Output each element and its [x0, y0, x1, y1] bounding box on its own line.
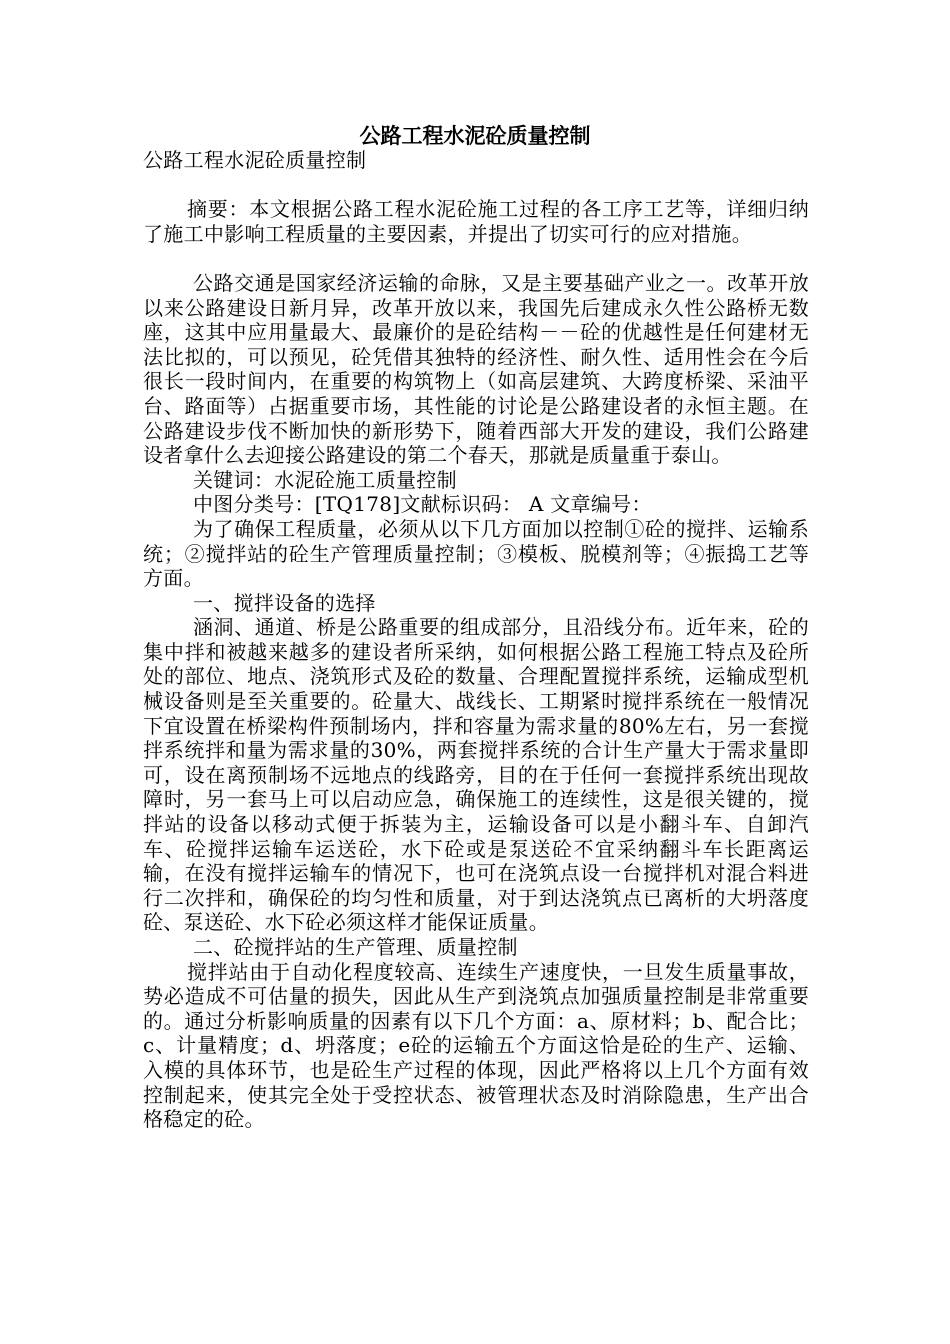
classification-line: 中图分类号：[TQ178]文献标识码： A 文章编号：: [193, 492, 652, 517]
keywords-line: 关键词：水泥砼施工质量控制: [193, 467, 457, 492]
document-subtitle: 公路工程水泥砼质量控制: [143, 148, 367, 172]
section-heading-1: 一、搅拌设备的选择: [193, 590, 376, 615]
blank-line: [143, 173, 809, 198]
document-body: [143, 148, 809, 1132]
section-2-paragraph: 搅拌站由于自动化程度较高、连续生产速度快，一旦发生质量事故，势必造成不可估量的损失，因此从生产到浇筑点加强质量控制是非常重要的。通过分析影响质量的因素有以下几个方面：a、原材料；b、配合比；c、计量精度；d、坍落度；e砼的运输五个方面这恰是砼的生产、运输、入模的具体环节，也是砼生产过程的体现，因此严格将以上几个方面有效控制起来，使其完全处于受控状态、被管理状态及时消除隐患，生产出合格稳定的砼。: [143, 959, 809, 1132]
document-title: 公路工程水泥砼质量控制: [359, 124, 591, 148]
control-overview-paragraph: 为了确保工程质量，必须从以下几方面加以控制①砼的搅拌、运输系统；②搅拌站的砼生产管理质量控制；③模板、脱模剂等；④振捣工艺等方面。: [143, 516, 809, 591]
section-1-paragraph: 涵洞、通道、桥是公路重要的组成部分，且沿线分布。近年来，砼的集中拌和被越来越多的建设者所采纳，如何根据公路工程施工特点及砼所处的部位、地点、浇筑形式及砼的数量、合理配置搅拌系统，运输成型机械设备则是至关重要的。砼量大、战线长、工期紧时搅拌系统在一般情况下宜设置在桥梁构件预制场内，拌和容量为需求量的80%左右，另一套搅拌系统拌和量为需求量的30%，两套搅拌系统的合计生产量大于需求量即可，设在离预制场不远地点的线路旁，目的在于任何一套搅拌系统出现故障时，另一套马上可以启动应急，确保施工的连续性，这是很关键的，搅拌站的设备以移动式便于拆装为主，运输设备可以是小翻斗车、自卸汽车、砼搅拌运输车运送砼，水下砼或是泵送砼不宜采纳翻斗车长距离运输，在没有搅拌运输车的情况下，也可在浇筑点设一台搅拌机对混合料进行二次拌和，确保砼的均匀性和质量，对于到达浇筑点已离析的大坍落度砼、泵送砼、水下砼必须这样才能保证质量。: [143, 615, 809, 935]
blank-line: [143, 246, 809, 271]
abstract-paragraph: 摘要：本文根据公路工程水泥砼施工过程的各工序工艺等，详细归纳了施工中影响工程质量的主要因素，并提出了切实可行的应对措施。: [143, 197, 809, 246]
section-heading-2: 二、砼搅拌站的生产管理、质量控制: [193, 935, 518, 959]
intro-paragraph: 公路交通是国家经济运输的命脉，又是主要基础产业之一。改革开放以来公路建设日新月异，改革开放以来，我国先后建成永久性公路桥无数座，这其中应用量最大、最廉价的是砼结构－－砼的优越性是任何建材无法比拟的，可以预见，砼凭借其独特的经济性、耐久性、适用性会在今后很长一段时间内，在重要的构筑物上（如高层建筑、大跨度桥梁、采油平台、路面等）占据重要市场，其性能的讨论是公路建设者的永恒主题。在公路建设步伐不断加快的新形势下，随着西部大开发的建设，我们公路建设者拿什么去迎接公路建设的第二个春天，那就是质量重于泰山。: [143, 270, 809, 468]
